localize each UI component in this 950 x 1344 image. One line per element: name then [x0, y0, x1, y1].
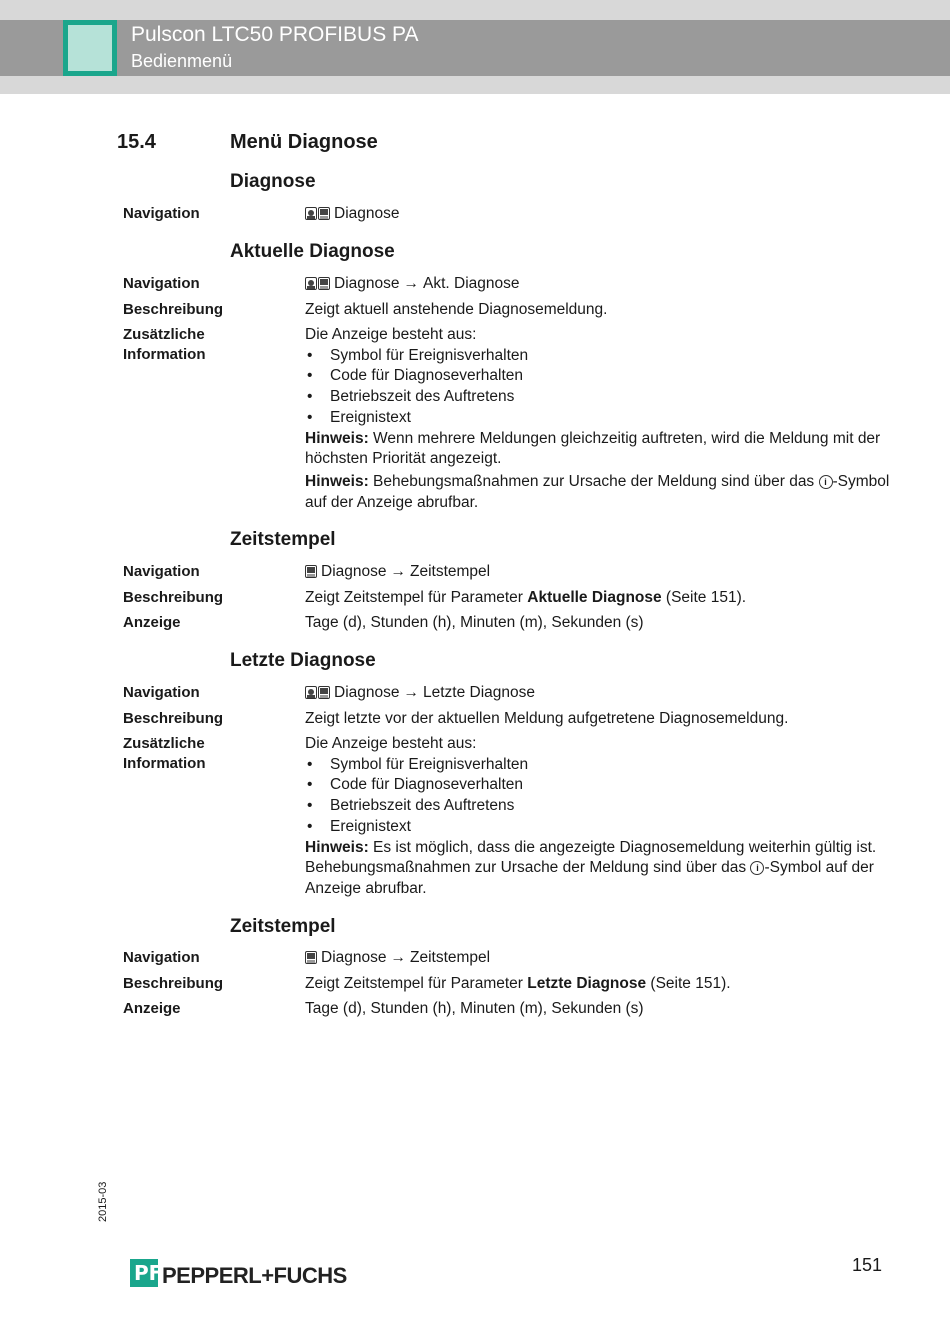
- label-beschreibung: Beschreibung: [123, 975, 224, 992]
- arrow-icon: →: [390, 949, 406, 966]
- letzte-information: Die Anzeige besteht aus: • Symbol für Ereignisverhalten • Code für Diagnoseverhalten • Betriebszeit des Auftretens • Ereignistext Hinweis: Es ist möglich, dass die angezeigte Diagnosemeldung weiterhin gültig ist. Behebungsmaßnahmen zur Ursache der Meldung sind über das i -Symbol auf der Anzeige abrufbar.: [305, 734, 890, 900]
- section-title: Menü Diagnose: [230, 131, 378, 153]
- label-anzeige: Anzeige: [123, 1000, 181, 1017]
- list-item: • Ereignistext: [305, 408, 890, 429]
- zeitstempel-2-anzeige: Tage (d), Stunden (h), Minuten (m), Sekunden (s): [305, 1000, 644, 1017]
- zeitstempel-1-anzeige: Tage (d), Stunden (h), Minuten (m), Sekunden (s): [305, 614, 644, 631]
- page-number: 151: [852, 1255, 883, 1275]
- arrow-icon: →: [403, 684, 419, 701]
- screen-icon: [318, 686, 330, 699]
- label-navigation: Navigation: [123, 949, 200, 966]
- document-subtitle: Bedienmenü: [131, 51, 233, 71]
- screen-icon: [318, 207, 330, 220]
- list-item: • Code für Diagnoseverhalten: [305, 775, 890, 796]
- list-item: • Code für Diagnoseverhalten: [305, 366, 890, 387]
- zeitstempel-1-navigation: Diagnose → Zeitstempel: [305, 562, 890, 584]
- aktuelle-hinweis-2: Hinweis: Behebungsmaßnahmen zur Ursache der Meldung sind über das i -Symbol auf der Anzeige abrufbar.: [305, 472, 890, 511]
- label-navigation: Navigation: [123, 684, 200, 701]
- section-number: 15.4: [117, 131, 156, 153]
- brand-logo-icon: PF: [130, 1259, 158, 1287]
- person-icon: [305, 207, 317, 220]
- label-beschreibung: Beschreibung: [123, 301, 224, 318]
- label-navigation: Navigation: [123, 275, 200, 292]
- label-zusaetzliche-information: Zusätzliche Information: [123, 326, 206, 363]
- diagnose-navigation: Diagnose: [305, 204, 890, 226]
- zeitstempel-2-beschreibung: Zeigt Zeitstempel für Parameter Letzte Diagnose (Seite 151).: [305, 975, 731, 992]
- letzte-hinweis: Hinweis: Es ist möglich, dass die angezeigte Diagnosemeldung weiterhin gültig ist. Behebungsmaßnahmen zur Ursache der Meldung sind über das i -Symbol auf der Anzeige abrufbar.: [305, 838, 877, 897]
- aktuelle-navigation: Diagnose → Akt. Diagnose: [305, 274, 890, 296]
- letzte-navigation: Diagnose → Letzte Diagnose: [305, 683, 890, 705]
- publication-date: 2015-03: [97, 1181, 109, 1222]
- aktuelle-beschreibung: Zeigt aktuell anstehende Diagnosemeldung.: [305, 301, 608, 318]
- info-icon: i: [750, 861, 764, 875]
- screen-icon: [318, 277, 330, 290]
- label-beschreibung: Beschreibung: [123, 589, 224, 606]
- letzte-beschreibung: Zeigt letzte vor der aktuellen Meldung aufgetretene Diagnosemeldung.: [305, 710, 789, 727]
- zeitstempel-2-navigation: Diagnose → Zeitstempel: [305, 948, 890, 970]
- label-navigation: Navigation: [123, 205, 200, 222]
- brand-name: PEPPERL+FUCHS: [162, 1263, 347, 1288]
- screen-icon: [305, 951, 317, 964]
- subsection-aktuelle-title: Aktuelle Diagnose: [230, 241, 395, 262]
- letzte-bullet-list: [305, 755, 890, 838]
- info-icon: i: [819, 475, 833, 489]
- label-zusaetzliche-information: Zusätzliche Information: [123, 735, 206, 772]
- person-icon: [305, 686, 317, 699]
- person-icon: [305, 277, 317, 290]
- subsection-zeitstempel-2-title: Zeitstempel: [230, 916, 336, 937]
- arrow-icon: →: [403, 275, 419, 292]
- subsection-letzte-title: Letzte Diagnose: [230, 650, 376, 671]
- list-item: • Symbol für Ereignisverhalten: [305, 346, 890, 367]
- subsection-zeitstempel-1-title: Zeitstempel: [230, 529, 336, 550]
- header-logo: [63, 20, 117, 76]
- aktuelle-bullet-list: [305, 346, 890, 429]
- list-item: • Ereignistext: [305, 817, 890, 838]
- label-anzeige: Anzeige: [123, 614, 181, 631]
- aktuelle-information: Die Anzeige besteht aus: • Symbol für Ereignisverhalten • Code für Diagnoseverhalten • Betriebszeit des Auftretens • Ereignistext Hinweis: Wenn mehrere Meldungen gleichzeitig auftreten, wird die Meldung mit der höchsten Priorität angezeigt. Hinweis: Behebungsmaßnahmen zur Ursache der Meldung sind über das i -Symbol auf der Anzeige abrufbar.: [305, 325, 890, 513]
- list-item: • Symbol für Ereignisverhalten: [305, 755, 890, 776]
- list-item: • Betriebszeit des Auftretens: [305, 796, 890, 817]
- aktuelle-hinweis-1: Hinweis: Wenn mehrere Meldungen gleichzeitig auftreten, wird die Meldung mit der höchsten Priorität angezeigt.: [305, 429, 881, 468]
- document-title: Pulscon LTC50 PROFIBUS PA: [131, 23, 419, 46]
- subsection-diagnose-title: Diagnose: [230, 171, 316, 192]
- label-navigation: Navigation: [123, 563, 200, 580]
- arrow-icon: →: [390, 563, 406, 580]
- zeitstempel-1-beschreibung: Zeigt Zeitstempel für Parameter Aktuelle Diagnose (Seite 151).: [305, 589, 747, 606]
- list-item: • Betriebszeit des Auftretens: [305, 387, 890, 408]
- label-beschreibung: Beschreibung: [123, 710, 224, 727]
- screen-icon: [305, 565, 317, 578]
